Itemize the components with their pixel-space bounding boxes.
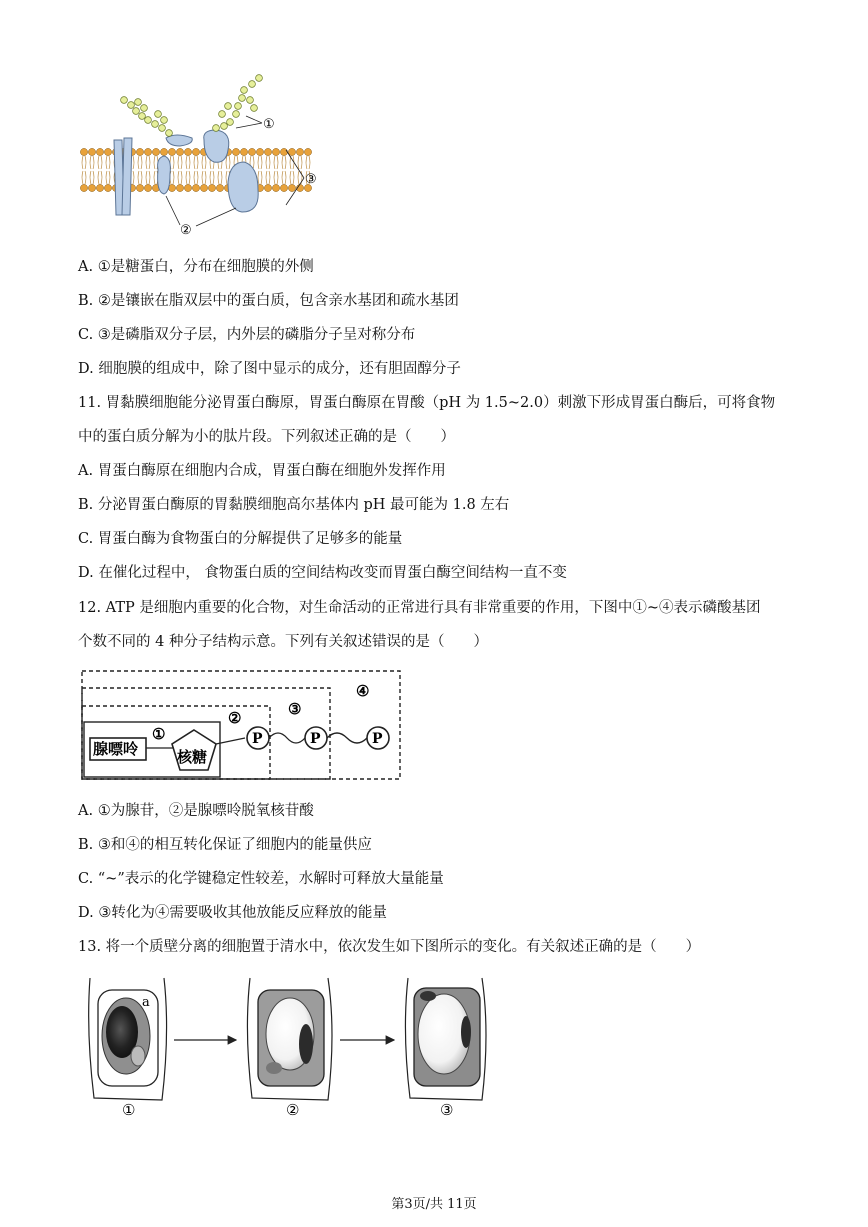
q10-option-b: B. ②是镶嵌在脂双层中的蛋白质，包含亲水基团和疏水基团: [78, 293, 459, 309]
membrane-proteins: [114, 130, 258, 215]
q12-option-c: C. “~”表示的化学键稳定性较差，水解时可释放大量能量: [78, 871, 444, 887]
phosphate-label-3: P: [372, 731, 383, 747]
caption-1: ①: [122, 1101, 136, 1119]
cell-1: [89, 978, 167, 1100]
q11-option-a: A. 胃蛋白酶原在细胞内合成，胃蛋白酶在细胞外发挥作用: [78, 463, 446, 479]
high-energy-bond-1: [269, 733, 305, 743]
page-footer: 第3页/共 11页: [391, 1197, 477, 1212]
q12-option-d: D. ③转化为④需要吸收其他放能反应释放的能量: [78, 905, 387, 921]
cell-3: [405, 978, 486, 1100]
atp-structure-figure: [78, 668, 408, 788]
q11-option-c: C. 胃蛋白酶为食物蛋白的分解提供了足够多的能量: [78, 531, 403, 547]
caption-3: ③: [440, 1101, 454, 1119]
q10-option-c: C. ③是磷脂双分子层，内外层的磷脂分子呈对称分布: [78, 327, 416, 343]
phosphate-label-1: P: [252, 731, 263, 747]
q10-option-d: D. 细胞膜的组成中，除了图中显示的成分，还有胆固醇分子: [78, 361, 461, 377]
figure-label-1: ①: [263, 117, 275, 132]
q13-stem: 13. 将一个质壁分离的细胞置于清水中，依次发生如下图所示的变化。有关叙述正确的是（ ）: [78, 939, 701, 955]
cell-2: [247, 978, 332, 1100]
atp-label-2: ②: [228, 709, 242, 727]
ribose-label: 核糖: [177, 748, 208, 766]
plasmolysis-figure: [78, 972, 498, 1124]
q12-stem-line1: 12. ATP 是细胞内重要的化合物，对生命活动的正常进行具有非常重要的作用，下图中①~④表示磷酸基团: [78, 600, 761, 616]
atp-label-3: ③: [288, 700, 302, 718]
q11-stem-line2: 中的蛋白质分解为小的肽片段。下列叙述正确的是（ ）: [78, 429, 455, 445]
figure-label-2: ②: [180, 223, 192, 238]
q11-option-b: B. 分泌胃蛋白酶原的胃黏膜细胞高尔基体内 pH 最可能为 1.8 左右: [78, 497, 510, 513]
atp-label-1: ①: [152, 725, 166, 743]
adenine-label: 腺嘌呤: [93, 740, 139, 758]
caption-2: ②: [286, 1101, 300, 1119]
atp-label-4: ④: [356, 682, 370, 700]
figure-label-3: ③: [305, 172, 317, 187]
q10-option-a: A. ①是糖蛋白，分布在细胞膜的外侧: [78, 259, 314, 275]
high-energy-bond-2: [327, 733, 367, 743]
q11-stem-line1: 11. 胃黏膜细胞能分泌胃蛋白酶原，胃蛋白酶原在胃酸（pH 为 1.5~2.0）刺激下形成胃蛋白酶后，可将食物: [78, 395, 776, 411]
q12-option-a: A. ①为腺苷，②是腺嘌呤脱氧核苷酸: [78, 803, 314, 819]
q12-stem-line2: 个数不同的 4 种分子结构示意。下列有关叙述错误的是（ ）: [78, 634, 488, 650]
q12-option-b: B. ③和④的相互转化保证了细胞内的能量供应: [78, 837, 372, 853]
phosphate-label-2: P: [310, 731, 321, 747]
cell-membrane-figure: [76, 70, 336, 240]
label-a: a: [142, 995, 150, 1010]
q11-option-d: D. 在催化过程中， 食物蛋白质的空间结构改变而胃蛋白酶空间结构一直不变: [78, 565, 567, 581]
